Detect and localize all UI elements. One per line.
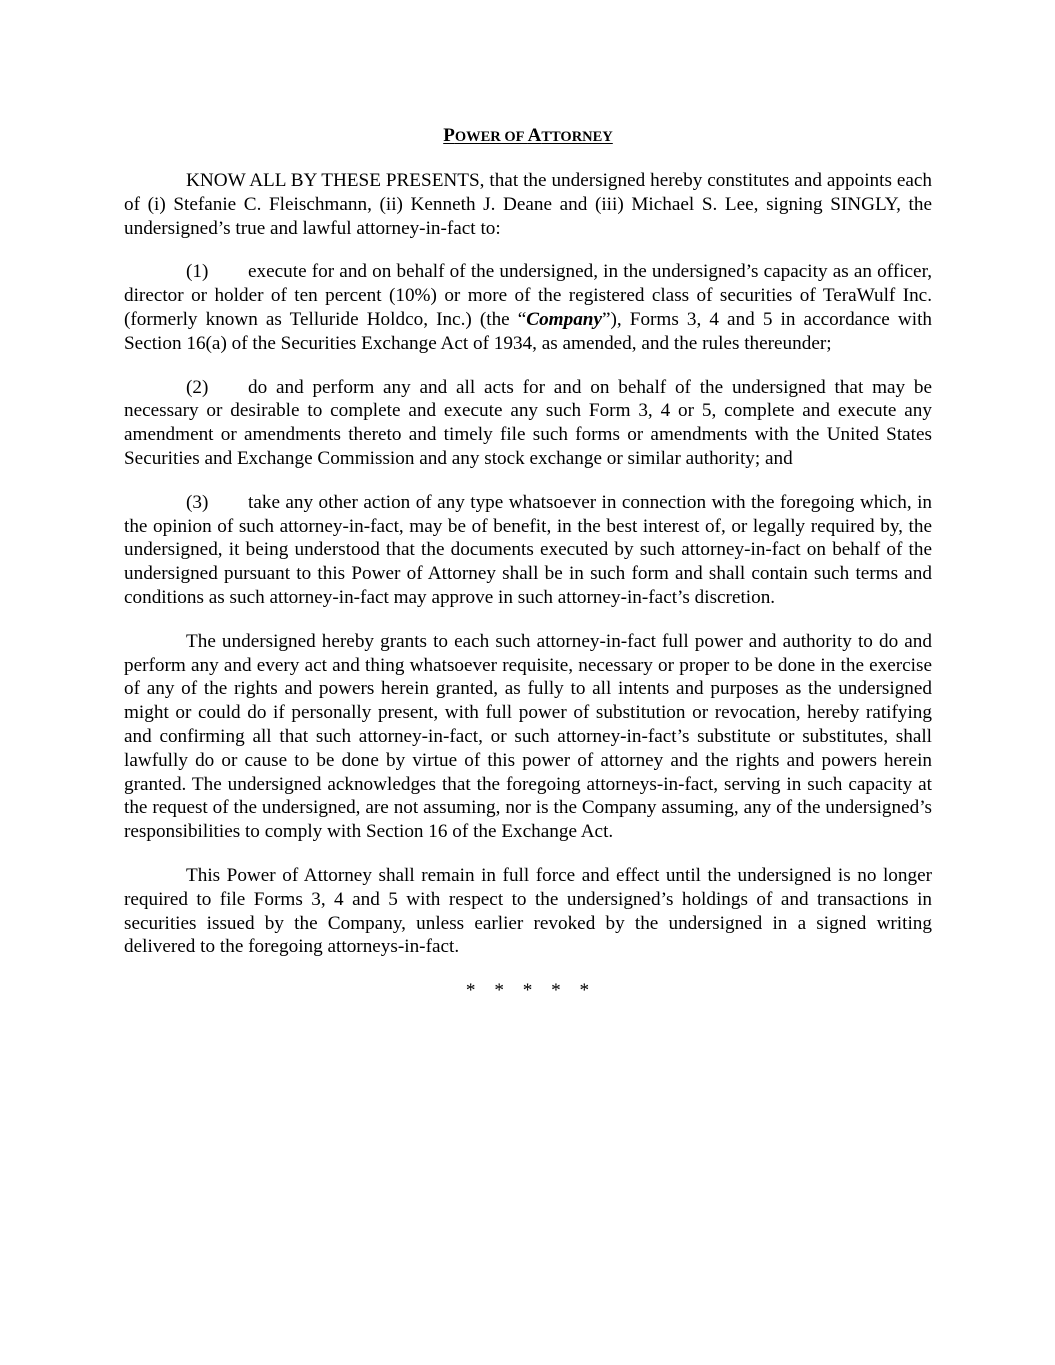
item-3-number: (3) [186,491,209,513]
document-page [124,124,932,1003]
title-cap-p: P [443,125,455,146]
item-3-paragraph [124,491,932,610]
item-2-number: (2) [186,376,209,398]
item-2-text: do and perform any and all acts for and on behalf of the undersigned that may be necessary or desirable to complete and execute any such Form 3, 4 or 5, complete and execute any amendment or amendments thereto and timely file such forms or amendments with the United States Securities and Exchange Commission and any stock exchange or similar authority; and [124,376,932,469]
item-2-paragraph [124,376,932,471]
title-rest-ower-of: OWER OF [454,129,528,145]
intro-paragraph: KNOW ALL BY THESE PRESENTS, that the undersigned hereby constitutes and appoints each of (i) Stefanie C. Fleischmann, (ii) Kenneth J. Deane and (iii) Michael S. Lee, signing SINGLY, the undersigned’s true and lawful attorney-in-fact to: [124,170,932,239]
document-title [124,124,932,149]
item-1-text-before: execute for and on behalf of the undersigned, in the undersigned’s capacity as an officer, director or holder of ten percent (10%) or more of the registered class of securities of TeraWulf Inc. (formerly known as Telluride Holdco, Inc.) (the “ [124,261,932,330]
grant-paragraph: The undersigned hereby grants to each such attorney-in-fact full power and authority to do and perform any and every act and thing whatsoever requisite, necessary or proper to be done in the exercise of any of the rights and powers herein granted, as fully to all intents and purposes as the undersigned might or could do if personally present, with full power of substitution or revocation, hereby ratifying and confirming all that such attorney-in-fact, or such attorney-in-fact’s substitute or substitutes, shall lawfully do or cause to be done by virtue of this power of attorney and the rights and powers herein granted. The undersigned acknowledges that the foregoing attorneys-in-fact, serving in such capacity at the request of the undersigned, are not assuming, nor is the Company assuming, any of the undersigned’s responsibilities to comply with Section 16 of the Exchange Act. [124,630,932,843]
item-1-paragraph [124,260,932,355]
item-3-text: take any other action of any type whatsoever in connection with the foregoing which, in the opinion of such attorney-in-fact, may be of benefit, in the best interest of, or legally required by, the undersigned, it being understood that the documents executed by such attorney-in-fact on behalf of the undersigned pursuant to this Power of Attorney shall be in such form and shall contain such terms and conditions as such attorney-in-fact may approve in such attorney-in-fact’s discretion. [124,491,932,608]
end-separator: * * * * * [465,980,591,1002]
item-1-text-after: ”), Forms 3, 4 and 5 in accordance with Section 16(a) of the Securities Exchange Act of 1934, as amended, and the rules thereunder; [124,308,932,354]
title-cap-a: A [527,125,542,146]
defined-term-company: Company [526,308,602,330]
title-rest-ttorney: TTORNEY [541,129,613,145]
duration-paragraph: This Power of Attorney shall remain in full force and effect until the undersigned is no longer required to file Forms 3, 4 and 5 with respect to the undersigned’s holdings of and transactions in securities issued by the Company, unless earlier revoked by the undersigned in a signed writing delivered to the foregoing attorneys-in-fact. [124,864,932,958]
item-1-number: (1) [186,261,209,283]
